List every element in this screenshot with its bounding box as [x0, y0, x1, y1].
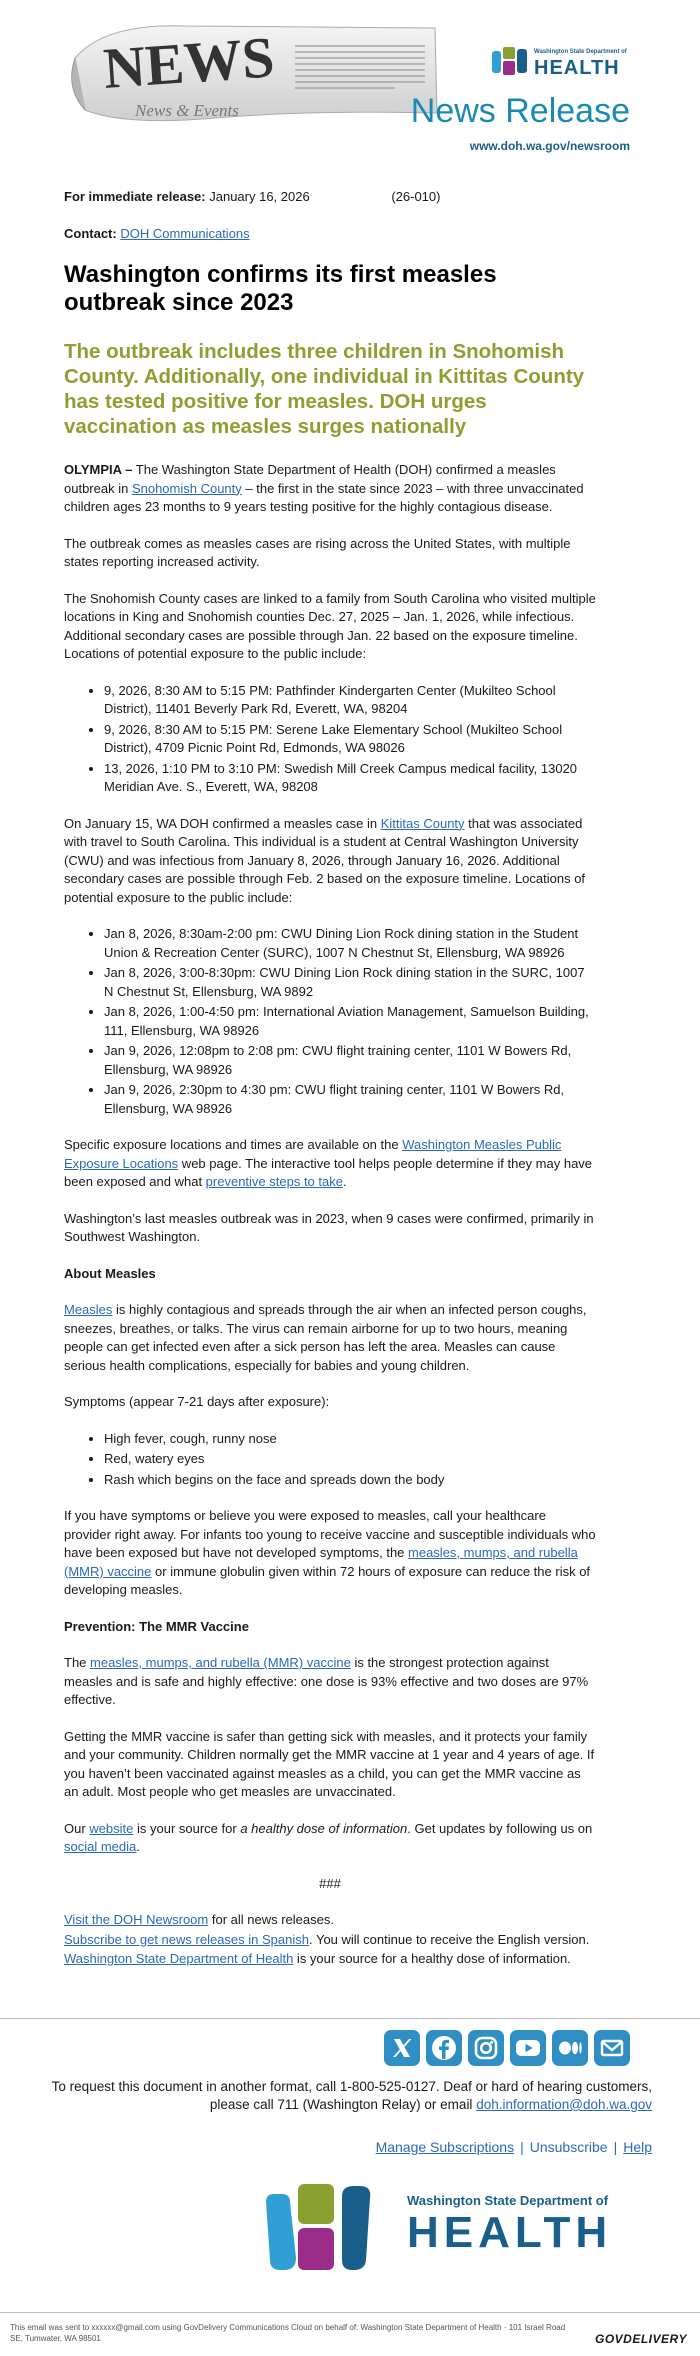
- spanish-subscribe-link[interactable]: Subscribe to get news releases in Spanish: [64, 1931, 309, 1947]
- release-label: For immediate release:: [64, 189, 206, 204]
- release-number: (26-010): [391, 189, 441, 204]
- list-item: • 13, 2026, 1:10 PM to 3:10 PM: Swedish Mill Creek Campus medical facility, 13020 Meridian Ave. S., Everett, WA, 98208: [104, 760, 596, 797]
- release-date: January 16, 2026: [205, 189, 310, 204]
- exposure-paragraph: [64, 1136, 596, 1192]
- source-text-end: .: [136, 1839, 140, 1854]
- logo-small-line1: Washington State Department of: [534, 49, 627, 55]
- last-outbreak-paragraph: Washington’s last measles outbreak was in 2023, when 9 cases were confirmed, primarily in Southwest Washington.: [64, 1210, 594, 1244]
- exposed-text: If you have symptoms or believe you were exposed to measles, call your healthcare provider right away. For infants too young to receive vaccine and susceptible individuals who have been exposed but have not developed symptoms, the: [64, 1508, 596, 1560]
- prevention-text-cont: is the strongest protection against measles and is safe and highly effective: one dose is 93% effective and two doses are 97% effective.: [64, 1655, 589, 1707]
- doh-logo-large-mark-icon: [262, 2180, 404, 2275]
- closing-text-1: for all news releases.: [208, 1912, 334, 1927]
- doh-logo-large: [262, 2180, 613, 2280]
- mmr-vaccine-link-2[interactable]: measles, mumps, and rubella (MMR) vaccine: [90, 1655, 351, 1670]
- instagram-icon[interactable]: [468, 2030, 504, 2066]
- logo-large-line2: HEALTH: [407, 2208, 613, 2257]
- accessibility-text: To request this document in another format, call 1-800-525-0127. Deaf or hard of hearing customers, please call 711 (Washington Relay) or email: [51, 2079, 652, 2112]
- rising-paragraph: The outbreak comes as measles cases are rising across the United States, with multiple states reporting increased activity.: [64, 535, 571, 569]
- subheadline: The outbreak includes three children in Snohomish County. Additionally, one individual in Kittitas County has tested positive for measles. DOH urges vaccination as measles surges nationally: [64, 340, 585, 438]
- mmr-vaccine-link[interactable]: measles, mumps, and rubella (MMR) vaccine: [64, 1545, 578, 1579]
- source-text-cont2: . Get updates by following us on: [407, 1820, 593, 1836]
- youtube-icon[interactable]: [510, 2030, 546, 2066]
- social-media-link[interactable]: social media: [64, 1839, 137, 1854]
- kittitas-paragraph: [64, 815, 596, 908]
- list-item: • Jan 8, 2026, 3:00-8:30pm: CWU Dining Lion Rock dining station in the SURC, 1007 N Chestnut St, Ellensburg, WA 9892: [104, 964, 596, 1001]
- kittitas-locations-list: [64, 925, 596, 1118]
- symptoms-intro: Symptoms (appear 7-21 days after exposure):: [64, 1394, 330, 1409]
- intro-text: The Washington State Department of Health (DOH) confirmed a measles outbreak in: [64, 462, 556, 496]
- about-measles-paragraph: [64, 1301, 596, 1375]
- separator: |: [613, 2139, 618, 2155]
- accessibility-notice: [40, 2078, 652, 2114]
- manage-subscriptions-link[interactable]: Manage Subscriptions: [375, 2139, 515, 2155]
- intro-text-cont: – the first in the state since 2023 – with three unvaccinated children ages 23 months to 9 years testing positive for the highly contagious disease.: [64, 480, 584, 514]
- footer-divider: [0, 2018, 700, 2019]
- unsubscribe-link[interactable]: Unsubscribe: [529, 2139, 608, 2155]
- list-item: • Rash which begins on the face and spreads down the body: [104, 1471, 596, 1490]
- list-item: • 9, 2026, 8:30 AM to 5:15 PM: Pathfinder Kindergarten Center (Mukilteo School District), 11401 Beverly Park Rd, Everett, WA, 98204: [104, 682, 596, 719]
- medium-icon[interactable]: [552, 2030, 588, 2066]
- headline: Washington confirms its first measles outbreak since 2023: [64, 261, 497, 316]
- snohomish-paragraph: The Snohomish County cases are linked to a family from South Carolina who visited multiple locations in King and Snohomish counties Dec. 27, 2025 – Jan. 1, 2026, while infectious. Additional secondary cases are possible through Jan. 22 based on the exposure timeline. Locations of potential exposure to the public include:: [64, 590, 596, 661]
- list-item: • Jan 9, 2026, 12:08pm to 2:08 pm: CWU flight training center, 1101 W Bowers Rd, Ellensburg, WA 98926: [104, 1042, 596, 1079]
- list-item: • High fever, cough, runny nose: [104, 1430, 596, 1449]
- closing-line-1: [64, 1911, 596, 1930]
- snohomish-county-link[interactable]: Snohomish County: [131, 480, 242, 496]
- prevention-text: The: [64, 1655, 91, 1670]
- help-link[interactable]: Help: [623, 2139, 652, 2155]
- list-item: • Jan 8, 2026, 8:30am-2:00 pm: CWU Dining Lion Rock dining station in the Student Union & Recreation Center (SURC), 1007 N Chestnut St, Ellensburg, WA 98926: [104, 925, 596, 962]
- list-item: • Red, watery eyes: [104, 1450, 596, 1469]
- press-release-body: [64, 188, 596, 1970]
- bottom-divider: [0, 2312, 700, 2313]
- exposure-text: Specific exposure locations and times are available on the: [64, 1137, 403, 1152]
- subscription-links: [40, 2138, 652, 2156]
- newspaper-illustration: [65, 18, 445, 138]
- symptoms-list: [64, 1430, 596, 1490]
- prevention-heading: Prevention: The MMR Vaccine: [64, 1618, 249, 1634]
- kittitas-text: On January 15, WA DOH confirmed a measles case in: [64, 815, 381, 831]
- source-italic: a healthy dose of information: [240, 1820, 408, 1836]
- dateline: OLYMPIA –: [64, 462, 133, 477]
- kittitas-county-link[interactable]: Kittitas County: [380, 815, 465, 831]
- list-item: • Jan 9, 2026, 2:30pm to 4:30 pm: CWU flight training center, 1101 W Bowers Rd, Ellensburg, WA 98926: [104, 1081, 596, 1118]
- news-release-title: News Release: [410, 92, 630, 130]
- masthead-word: NEWS: [101, 24, 277, 101]
- website-link[interactable]: website: [89, 1820, 134, 1836]
- logo-large-line1: Washington State Department of: [407, 2193, 609, 2208]
- closing-line-2: [64, 1931, 596, 1950]
- newsroom-link[interactable]: Visit the DOH Newsroom: [64, 1912, 209, 1927]
- exposure-locations-link[interactable]: Washington Measles Public Exposure Locations: [64, 1137, 562, 1171]
- contact-row: [64, 225, 596, 244]
- about-text: is highly contagious and spreads through the air when an infected person coughs, sneezes, breathes, or talks. The virus can remain airborne for up to two hours, meaning people can get infected even after a sick person has left the area. Measles can cause serious health complications, especially for babies and young children.: [64, 1302, 587, 1373]
- doh-email-link[interactable]: doh.information@doh.wa.gov: [476, 2097, 652, 2112]
- release-meta: [64, 188, 596, 207]
- list-item: • Jan 8, 2026, 1:00-4:50 pm: International Aviation Management, Samuelson Building, 111, Ellensburg, WA 98926: [104, 1003, 596, 1040]
- closing-text-2: . You will continue to receive the English version.: [308, 1931, 590, 1947]
- snohomish-locations-list: [64, 682, 596, 797]
- exposure-text-cont: web page. The interactive tool helps people determine if they may have been exposed and what: [64, 1155, 593, 1189]
- list-item: • 9, 2026, 8:30 AM to 5:15 PM: Serene Lake Elementary School (Mukilteo School District), 4709 Picnic Point Rd, Edmonds, WA 98026: [104, 721, 596, 758]
- contact-label: Contact:: [64, 225, 117, 241]
- measles-link[interactable]: Measles: [64, 1302, 113, 1317]
- contact-link[interactable]: DOH Communications: [120, 225, 250, 241]
- closing-text-3: is your source for a healthy dose of information.: [293, 1951, 571, 1966]
- intro-paragraph: [64, 461, 596, 517]
- source-paragraph: [64, 1820, 596, 1857]
- kittitas-text-cont: that was associated with travel to South Carolina. This individual is a student at Central Washington University (CWU) and was infectious from January 8, 2026, through January 16, 2026. Additional secondary cases are possible through Feb. 2 based on the exposure timeline. Locations of potential exposure to the public include:: [64, 815, 586, 905]
- doh-logo-mark-icon: [490, 45, 532, 79]
- news-release-banner: [65, 0, 635, 170]
- email-disclaimer: This email was sent to xxxxxx@gmail.com using GovDelivery Communications Cloud on behalf of: Washington State Department of Health · 101 Israel Road SE, Tumwater, WA 98501: [10, 2323, 566, 2343]
- govdelivery-logo[interactable]: GOVDELIVERY: [595, 2332, 687, 2346]
- email-icon[interactable]: [594, 2030, 630, 2066]
- x-icon[interactable]: [384, 2030, 420, 2066]
- logo-small-line2: HEALTH: [534, 57, 620, 79]
- about-measles-heading: About Measles: [64, 1265, 156, 1281]
- exposure-text-end: .: [342, 1174, 347, 1189]
- masthead-subtitle: News & Events: [135, 101, 239, 120]
- exposed-text-cont: or immune globulin given within 72 hours of exposure can reduce the risk of developing measles.: [64, 1563, 591, 1597]
- facebook-icon[interactable]: [426, 2030, 462, 2066]
- preventive-steps-link[interactable]: preventive steps to take: [205, 1174, 343, 1189]
- closing-links: [64, 1911, 596, 1969]
- exposed-paragraph: [64, 1507, 596, 1600]
- doh-link[interactable]: Washington State Department of Health: [64, 1951, 294, 1966]
- source-text: Our: [64, 1820, 90, 1836]
- safer-paragraph: Getting the MMR vaccine is safer than getting sick with measles, and it protects your family and your community. Children normally get the MMR vaccine at 1 year and 4 years of age. If you haven’t been vaccinated against measles as a child, you can get the MMR vaccine as an adult. Most people who get measles are unvaccinated.: [64, 1728, 595, 1799]
- separator: |: [520, 2139, 524, 2155]
- end-mark: ###: [319, 1875, 341, 1891]
- newsroom-url: www.doh.wa.gov/newsroom: [469, 139, 630, 153]
- prevention-paragraph: [64, 1654, 596, 1710]
- closing-line-3: [64, 1950, 596, 1969]
- doh-logo-small: [490, 45, 627, 84]
- source-text-cont: is your source for: [133, 1820, 241, 1836]
